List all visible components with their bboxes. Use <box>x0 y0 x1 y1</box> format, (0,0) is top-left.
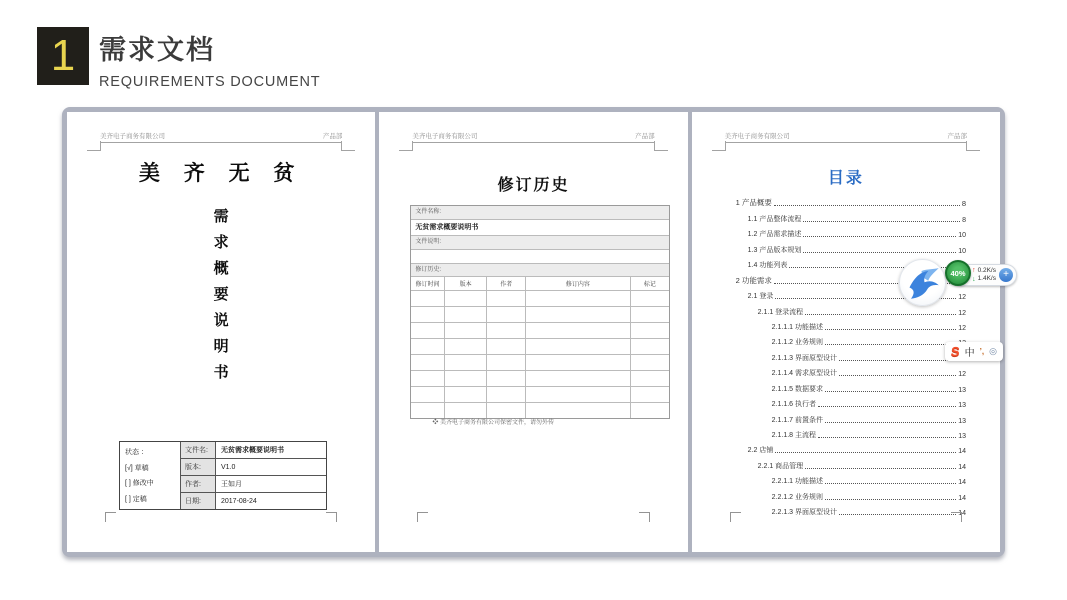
toc-entry: 2 功能需求 <box>692 270 1000 285</box>
revision-empty-row <box>411 355 669 371</box>
info-row: 版本: V1.0 <box>181 459 326 476</box>
ime-settings-icon[interactable]: ◎ <box>989 346 997 356</box>
progress-percent: 40% <box>950 268 966 278</box>
info-row: 日期: 2017-08-24 <box>181 493 326 509</box>
revision-empty-row <box>411 339 669 355</box>
thunder-progress-ring[interactable] <box>945 260 971 286</box>
toc-entry: 1.2 产品需求描述 10 <box>747 231 966 240</box>
sogou-logo-icon[interactable]: S <box>950 344 961 359</box>
download-speed: 1.4K/s <box>977 275 996 282</box>
ime-language-mode[interactable]: 中 <box>964 348 975 359</box>
toc-entry: 1.3 产品版本规划 10 <box>747 246 966 255</box>
revision-columns: 修订时间 版本 作者 修订内容 标记 <box>411 277 669 291</box>
document-page-cover <box>67 112 375 552</box>
toc-entry: 2.1.1.2 业务规则 <box>692 332 1000 347</box>
cover-info-rows <box>181 442 326 509</box>
toc-entry: 2.1.1.7 前置条件 13 <box>771 416 966 425</box>
thunder-add-task-button[interactable]: + <box>999 268 1013 282</box>
slide-titles <box>99 27 320 90</box>
cover-vertical-title: 需 求 概 要 说 明 书 <box>213 208 229 381</box>
toc-entry: 2.2.1.3 界面原型设计 14 <box>771 509 966 518</box>
cover-status-cell: 状态 ： [√] 草稿 [ ] 修改中 [ ] 定稿 <box>120 442 181 509</box>
download-arrow-icon: ↓ <box>972 275 976 283</box>
toc-entry: 2.1.1.3 界面原型设计 <box>692 347 1000 362</box>
toc-entry: 2.2.1.2 业务规则 14 <box>771 493 966 502</box>
info-row: 作者: 王如月 <box>181 476 326 493</box>
file-desc-label: 文件说明: <box>411 236 669 250</box>
section-number-box <box>37 27 89 85</box>
revision-empty-row <box>411 291 669 307</box>
documents-frame <box>62 107 1005 557</box>
revision-empty-row <box>411 323 669 339</box>
toc-title: 目录 <box>827 170 864 187</box>
toc-entry: 2.1.1.4 需求原型设计 12 <box>771 370 966 379</box>
upload-arrow-icon: ↑ <box>972 267 976 275</box>
doc-header <box>412 128 654 143</box>
revision-empty-row <box>411 307 669 323</box>
section-number: 1 <box>50 31 76 80</box>
toc-entry: 1 产品概要 8 <box>735 198 966 209</box>
thunder-speeds <box>972 267 996 284</box>
doc-header <box>725 128 967 143</box>
thunder-bird-icon[interactable] <box>899 259 946 306</box>
slide-header <box>37 27 320 90</box>
toc-entry: 1.4 功能列表 <box>692 255 1000 270</box>
doc-header-department: 产品部 <box>322 133 343 140</box>
toc-entry: 2.1.1.6 执行者 13 <box>771 401 966 410</box>
toc-entry: 2.1.1.1 功能描述 12 <box>771 323 966 332</box>
sogou-ime-bar[interactable] <box>945 342 1003 361</box>
boundary-mark-icon <box>326 512 337 522</box>
cover-title: 美 齐 无 贫 <box>138 162 304 185</box>
upload-speed: 0.2K/s <box>977 266 996 274</box>
slide-title: 需求文档 <box>99 35 215 65</box>
toc-entry: 2.2.1 商品管理 14 <box>757 462 966 471</box>
doc-header-department: 产品部 <box>947 133 967 140</box>
doc-header-company: 美齐电子商务有限公司 <box>724 133 790 140</box>
bird-logo-svg <box>905 265 941 301</box>
doc-header-company: 美齐电子商务有限公司 <box>412 133 478 140</box>
toc-entry: 2.1 登录 12 <box>747 293 966 302</box>
boundary-mark-icon <box>105 512 116 522</box>
doc-header <box>100 128 342 143</box>
boundary-mark-icon <box>417 512 428 522</box>
ime-punctuation-icon[interactable]: ’, <box>979 347 985 356</box>
toc-entry: 2.1.1.8 主流程 13 <box>771 432 966 440</box>
confidential-footnote: ❖ 美齐电子商务有限公司保密文件，请勿外传 <box>432 420 554 426</box>
revision-form <box>410 205 670 419</box>
toc-entry: 2.2 店铺 14 <box>747 447 966 456</box>
revision-empty-row <box>411 371 669 387</box>
revision-empty-row <box>411 403 669 418</box>
toc-entry: 2.2.1.1 功能描述 14 <box>771 478 966 487</box>
toc-entry: 1.1 产品整体流程 8 <box>747 215 966 224</box>
file-name-label: 文件名称: <box>411 206 669 220</box>
cover-info-table <box>119 441 327 510</box>
slide-subtitle: REQUIREMENTS DOCUMENT <box>99 74 321 90</box>
file-name-value: 无贫需求概要说明书 <box>411 220 669 236</box>
thunder-download-widget[interactable] <box>899 259 1019 311</box>
toc-entry: 2.1.1.5 数据要求 13 <box>771 385 966 394</box>
boundary-mark-icon <box>639 512 650 522</box>
info-row: 文件名: 无贫需求概要说明书 <box>181 442 326 459</box>
toc-entry: 2.1.1 登录流程 12 <box>757 308 966 317</box>
doc-header-department: 产品部 <box>635 133 655 140</box>
history-label: 修订历史: <box>411 264 669 277</box>
document-page-revision <box>379 112 687 552</box>
document-page-toc <box>692 112 1000 552</box>
file-desc-value <box>411 250 669 264</box>
boundary-mark-icon <box>730 512 741 522</box>
revision-empty-rows <box>411 291 669 418</box>
revision-empty-row <box>411 387 669 403</box>
revision-title: 修订历史 <box>497 177 570 194</box>
boundary-mark-icon <box>951 512 962 522</box>
doc-header-company: 美齐电子商务有限公司 <box>100 133 165 140</box>
